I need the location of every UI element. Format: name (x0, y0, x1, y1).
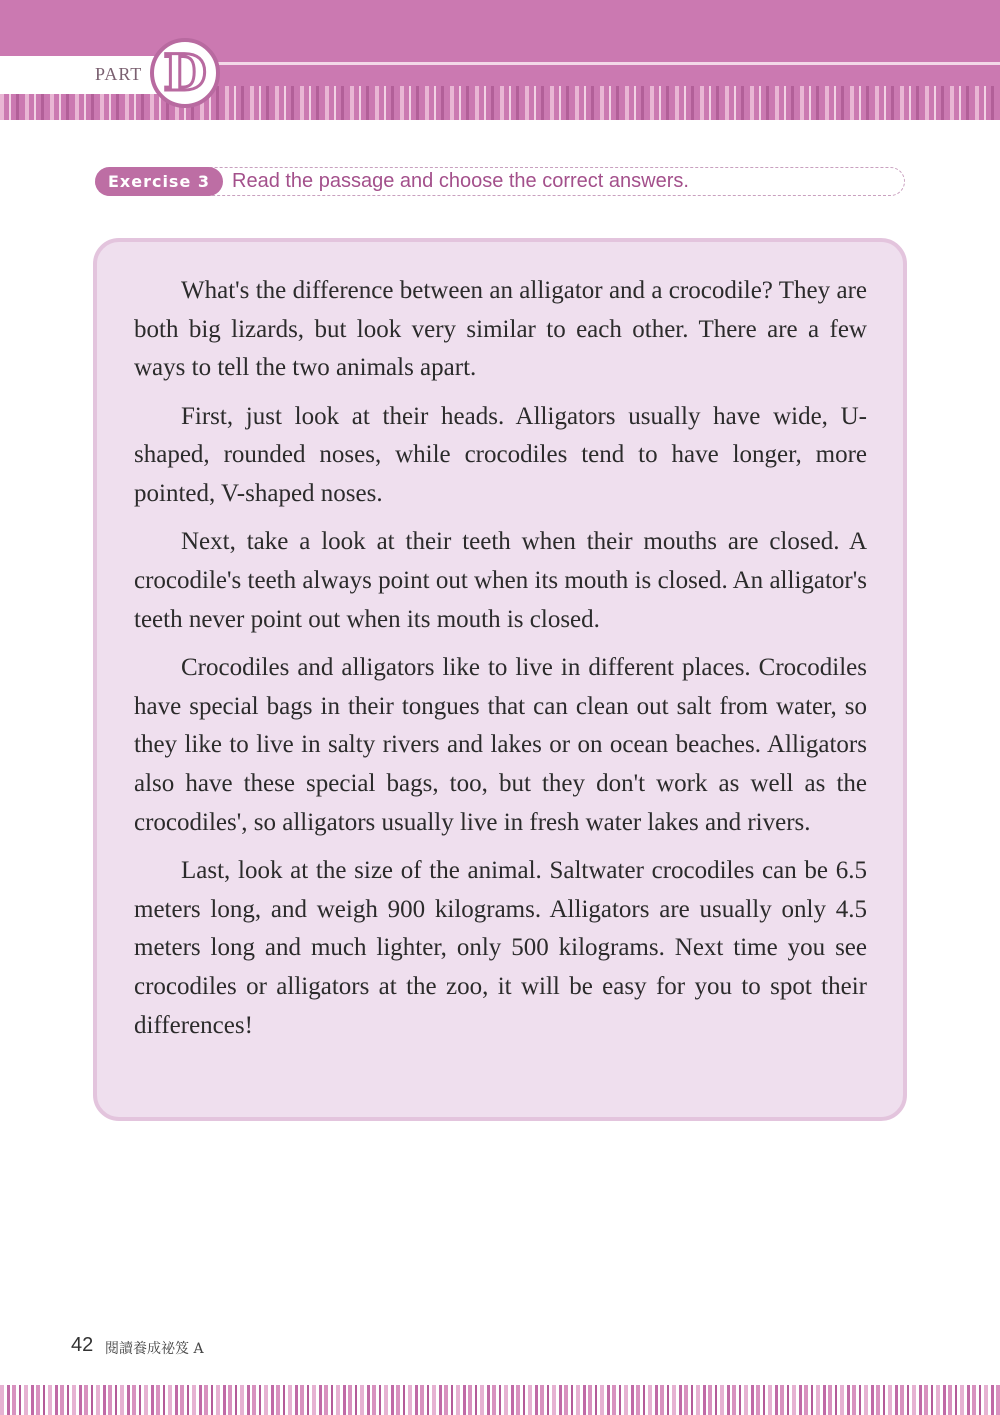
book-title: 閱讀養成祕笈 A (105, 1341, 204, 1357)
passage-paragraph: Last, look at the size of the animal. Saltwater crocodiles can be 6.5 meters long, and weigh 900 kilograms. Alligators are usually only 4.5 meters long and much lighter, only 500 kilograms. Next time you see crocodiles or alligators at the zoo, it will be easy for you to spot their differences! (134, 856, 867, 1039)
passage-text (134, 272, 867, 1055)
part-letter: D (163, 43, 207, 102)
passage-paragraph: What's the difference between an alligator and a crocodile? They are both big lizards, but look very similar to each other. There are a few ways to tell the two animals apart. (134, 277, 867, 382)
passage-paragraph: First, just look at their heads. Alligators usually have wide, U-shaped, rounded noses, while crocodiles tend to have longer, more pointed, V-shaped noses. (134, 402, 867, 508)
exercise-instruction: Read the passage and choose the correct answers. (232, 170, 689, 192)
part-badge (150, 38, 220, 108)
exercise-badge (95, 167, 223, 196)
footer-stripes (0, 1385, 1000, 1415)
page-number: 42 (71, 1334, 94, 1356)
passage-paragraph: Next, take a look at their teeth when their mouths are closed. A crocodile's teeth always point out when its mouth is closed. An alligator's teeth never point out when its mouth is closed. (134, 528, 867, 633)
passage-paragraph: Crocodiles and alligators like to live in different places. Crocodiles have special bags in their tongues that can clean out salt from water, so they like to live in salty rivers and lakes or on ocean beaches. Alligators also have these special bags, too, but they don't work as well as the crocodiles', so alligators usually live in fresh water lakes and rivers. (134, 653, 867, 836)
part-label: PART (95, 64, 143, 84)
exercise-label: Exercise 3 (107, 172, 211, 191)
